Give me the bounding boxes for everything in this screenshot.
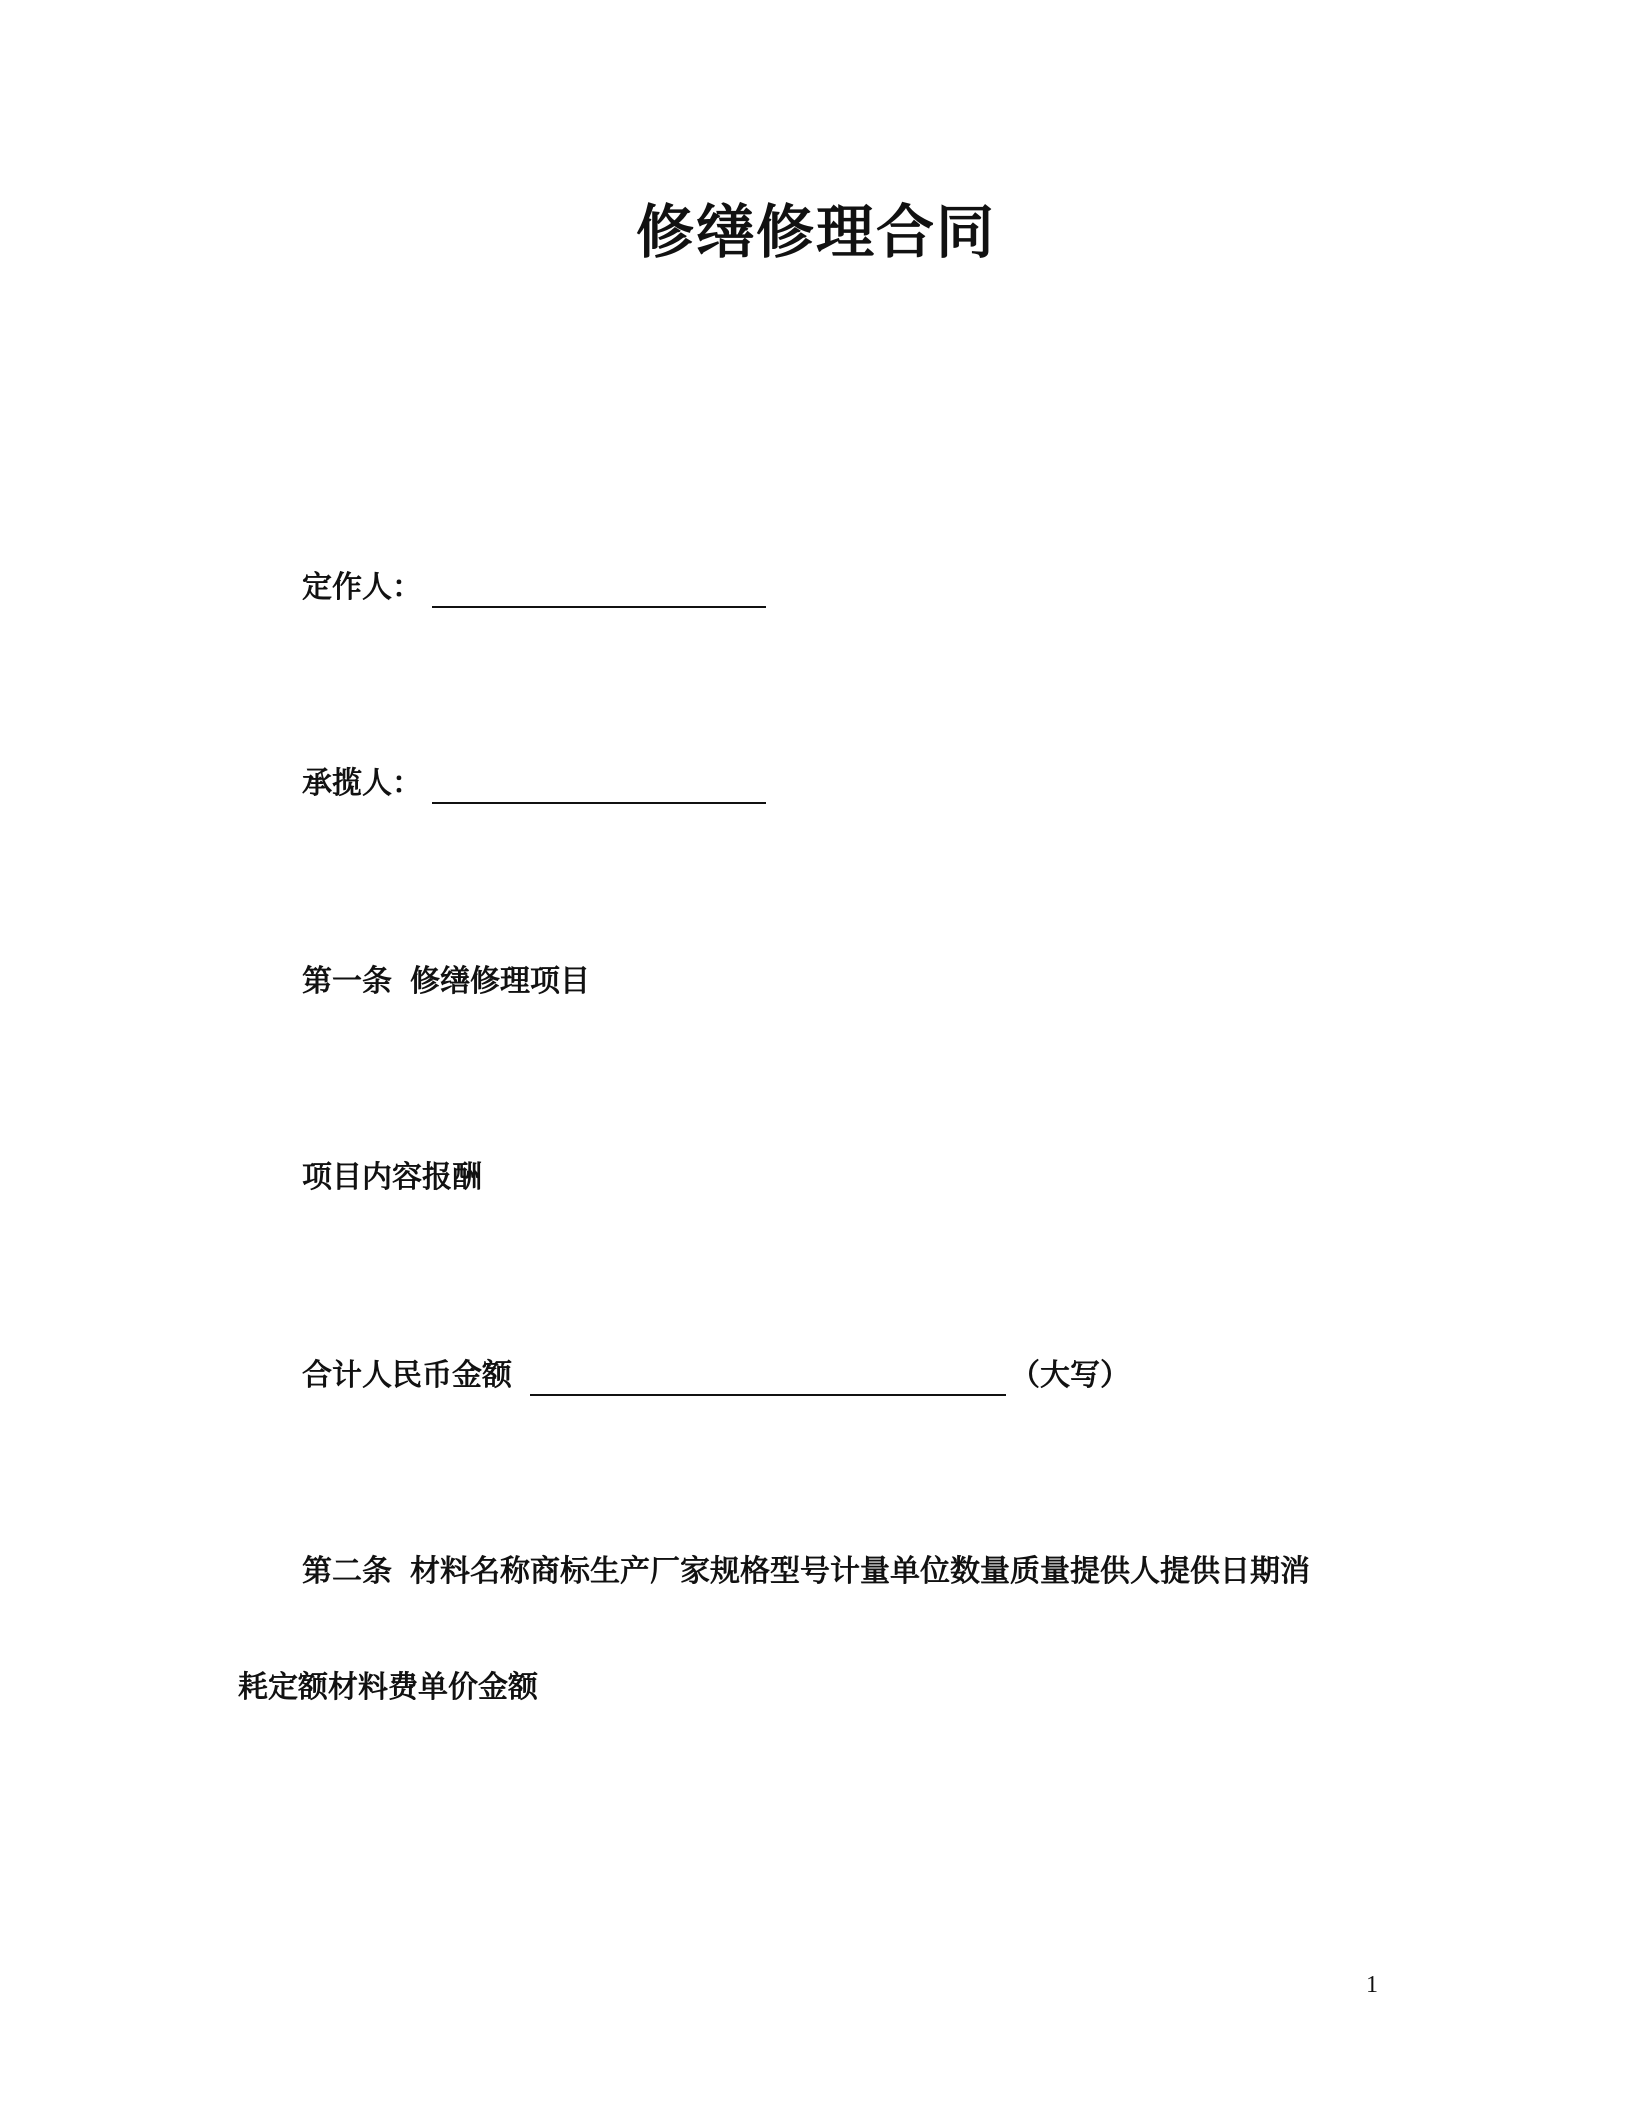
article-2-text-line-1: 材料名称商标生产厂家规格型号计量单位数量质量提供人提供日期消	[410, 1554, 1310, 1589]
article-2-text-line-2: 耗定额材料费单价金额	[238, 1670, 538, 1705]
article-1-title: 修缮修理项目	[410, 964, 590, 999]
total-amount-suffix: （大写）	[1010, 1358, 1130, 1393]
total-amount-row	[302, 1356, 1130, 1396]
party-a-blank-line	[432, 570, 766, 608]
items-header: 项目内容报酬	[302, 1160, 482, 1195]
article-2-number: 第二条	[302, 1554, 392, 1589]
total-amount-label: 合计人民币金额	[302, 1358, 512, 1393]
party-b-row	[302, 764, 766, 804]
party-b-blank-line	[432, 766, 766, 804]
article-1-number: 第一条	[302, 964, 392, 999]
article-1-heading	[302, 962, 590, 1002]
party-a-row	[302, 568, 766, 608]
party-a-label: 定作人：	[302, 570, 422, 605]
total-amount-blank-line	[530, 1358, 1006, 1396]
document-title: 修缮修理合同	[635, 198, 996, 266]
article-2-line-1	[302, 1552, 1310, 1592]
party-b-label: 承揽人：	[302, 766, 422, 801]
page-number: 1	[1366, 1972, 1378, 1998]
